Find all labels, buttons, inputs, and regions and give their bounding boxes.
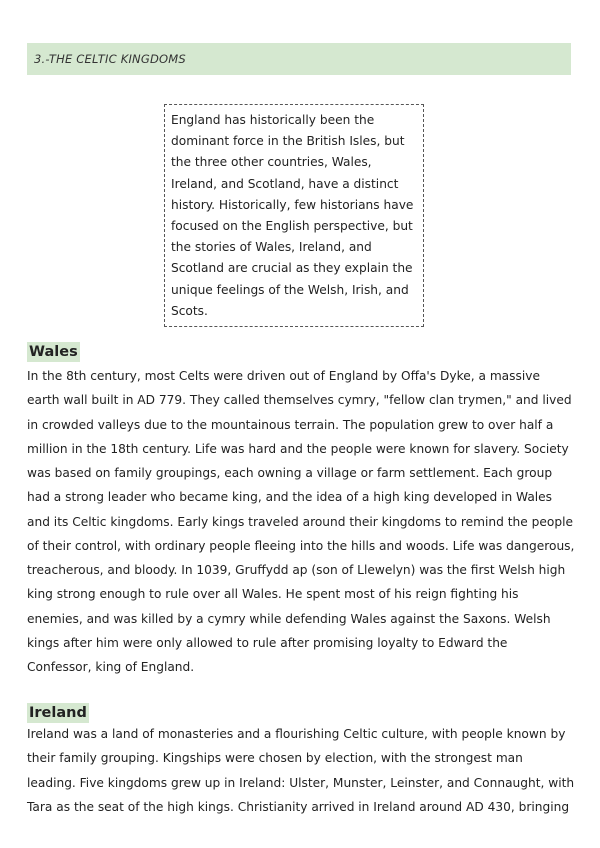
section-body-wales: In the 8th century, most Celts were driven out of England by Offa's Dyke, a massive earth wall built in AD 779. They called themselves cymry, "fellow clan trymen," and lived in crowded valleys due to the mountainous terrain. The population grew to over half a million in the 18th century. Life was hard and the people were known for slavery. Society was based on family groupings, each owning a village or farm settlement. Each group had a strong leader who became king, and the idea of a high king developed in Wales and its Celtic kingdoms. Early kings traveled around their kingdoms to remind the people of their control, with ordinary people fleeing into the hills and woods. Life was dangerous, treacherous, and bloody. In 1039, Gruffydd ap (son of Llewelyn) was the first Welsh high king strong enough to rule over all Wales. He spent most of his reign fighting his enemies, and was killed by a cymry while defending Wales against the Saxons. Welsh kings after him were only allowed to rule after promising loyalty to Edward the Confessor, king of England. (27, 369, 575, 674)
chapter-title: 3.-THE CELTIC KINGDOMS (34, 52, 186, 66)
section-body-ireland: Ireland was a land of monasteries and a flourishing Celtic culture, with people known by their family grouping. Kingships were chosen by election, with the strongest man leading. Five kingdoms grew up in Ireland: Ulster, Munster, Leinster, and Connaught, with Tara as the seat of the high kings. Christianity arrived in Ireland around AD 430, bringing (27, 727, 575, 814)
intro-text: England has historically been the dominant force in the British Isles, but the three other countries, Wales, Ireland, and Scotland, have a distinct history. Historically, few historians have focused on the English perspective, but the stories of Wales, Ireland, and Scotland are crucial as they explain the unique feelings of the Welsh, Irish, and Scots. (171, 113, 414, 318)
section-heading-wales: Wales (29, 344, 78, 360)
intro-callout-box (164, 104, 424, 327)
section-heading-ireland: Ireland (29, 705, 87, 721)
